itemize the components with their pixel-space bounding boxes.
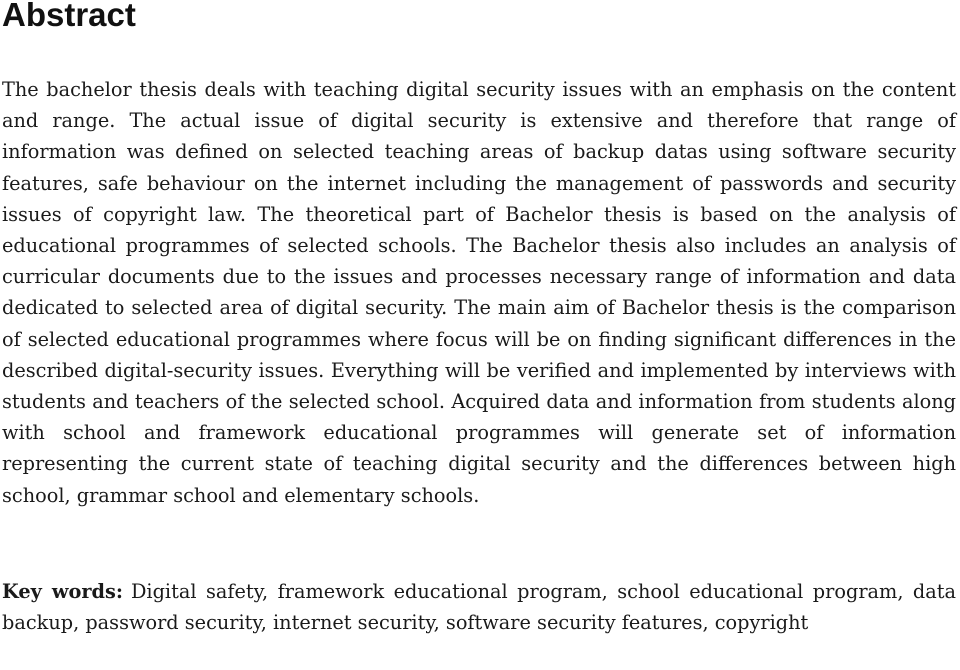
keywords-label: Key words: bbox=[2, 580, 123, 603]
abstract-heading: Abstract bbox=[2, 0, 136, 33]
keywords-list: Digital safety, framework educational program, school educational program, data backup, password security, internet security, software security features, copyright bbox=[2, 580, 957, 635]
abstract-body: The bachelor thesis deals with teaching digital security issues with an emphasis on the content and range. The actual issue of digital security is extensive and therefore that range of information was defined on selected teaching areas of backup datas using software security features, safe behaviour on the internet including the management of passwords and security issues of copyright law. The theoretical part of Bachelor thesis is based on the analysis of educational programmes of selected schools. The Bachelor thesis also includes an analysis of curricular documents due to the issues and processes necessary range of information and data dedicated to selected area of digital security. The main aim of Bachelor thesis is the comparison of selected educational programmes where focus will be on finding significant differences in the described digital-security issues. Everything will be verified and implemented by interviews with students and teachers of the selected school. Acquired data and information from students along with school and framework educational programmes will generate set of information representing the current state of teaching digital security and the differences between high school, grammar school and elementary schools. bbox=[2, 78, 956, 507]
keywords-paragraph bbox=[2, 576, 956, 638]
